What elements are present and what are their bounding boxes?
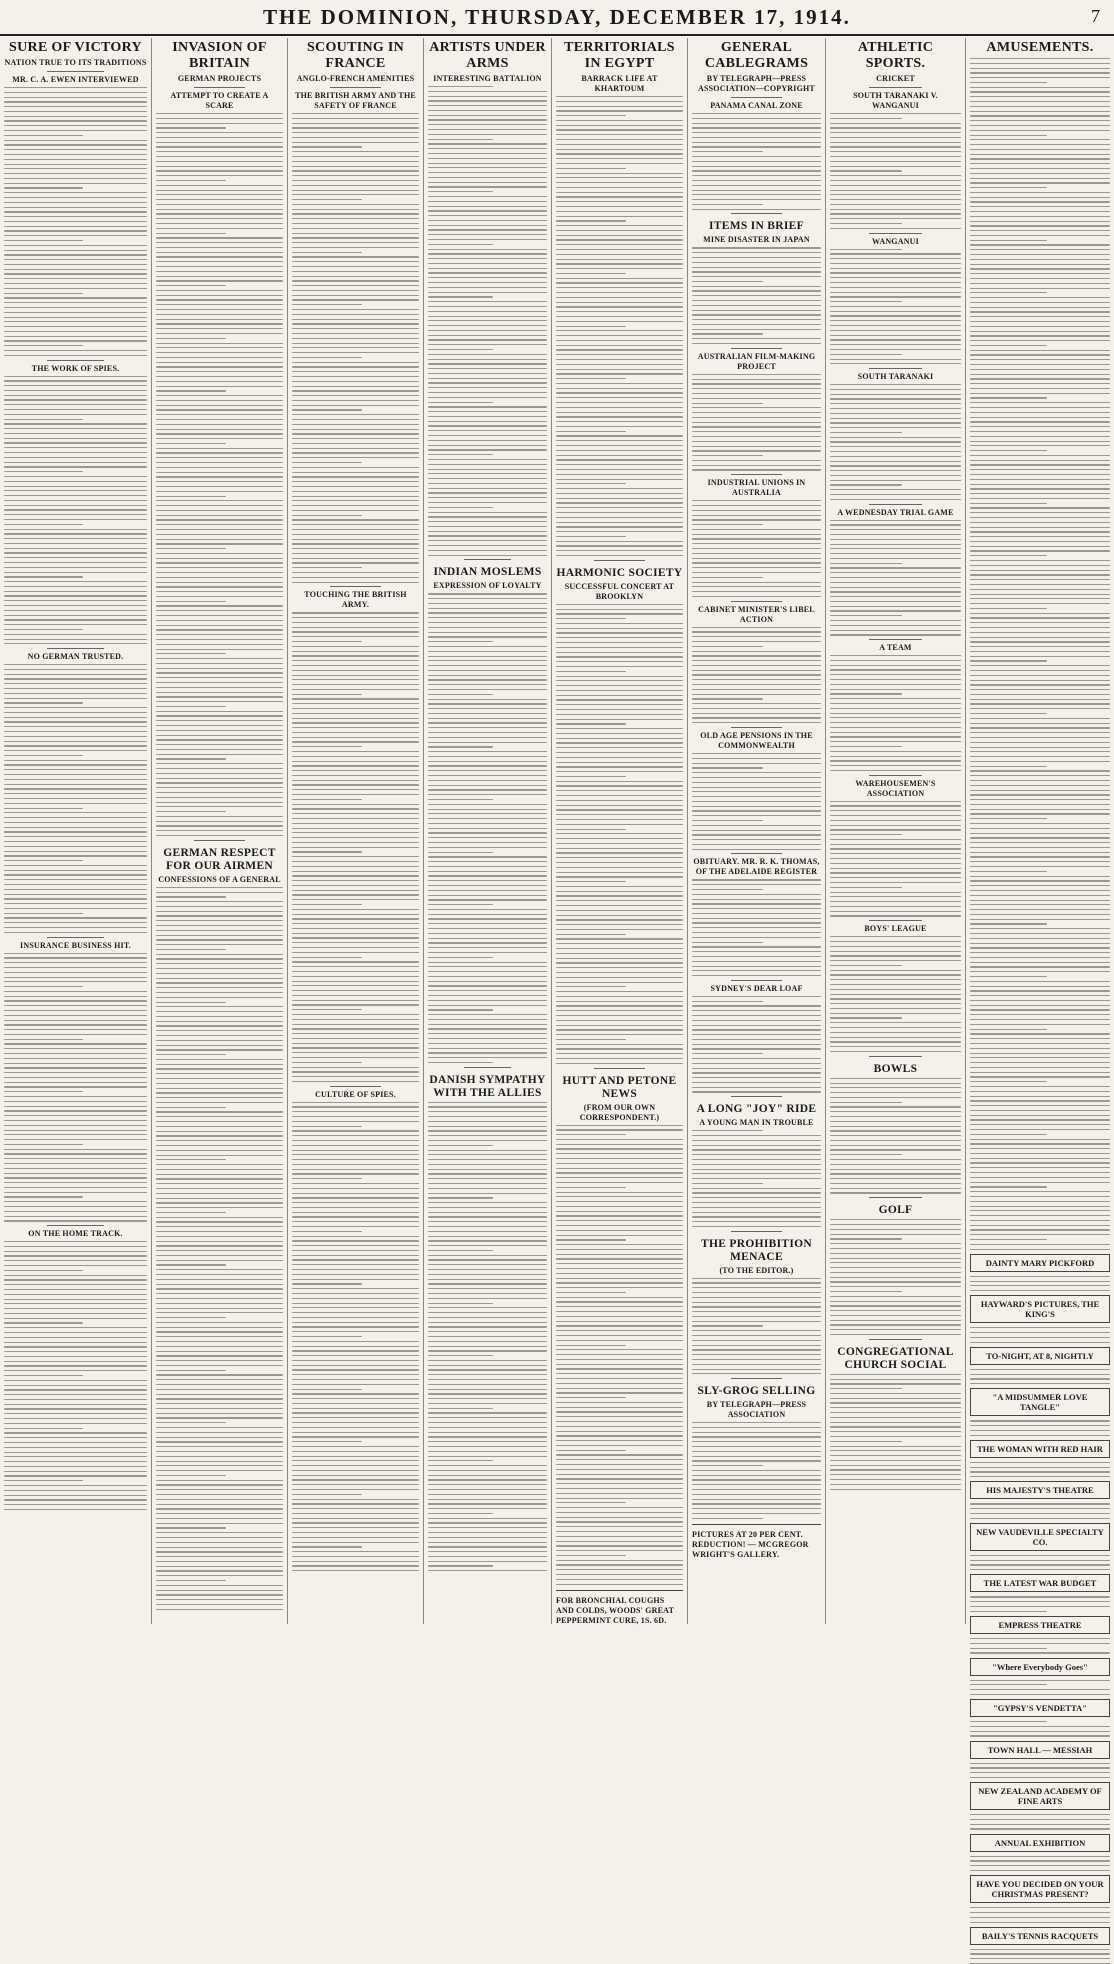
body-text	[970, 1503, 1110, 1519]
article-headline: ARTISTS UNDER ARMS	[429, 40, 546, 71]
body-text	[692, 500, 821, 597]
article-headline: SURE OF VICTORY	[9, 40, 142, 55]
divider	[464, 1067, 512, 1068]
article-headline: AMUSEMENTS.	[986, 40, 1094, 55]
article-headline: ITEMS IN BRIEF	[709, 220, 804, 233]
body-text	[692, 247, 821, 344]
divider	[869, 1339, 921, 1340]
article-subheadline: WANGANUI	[872, 236, 919, 246]
body-text	[970, 58, 1110, 1250]
article-subheadline: NO GERMAN TRUSTED.	[27, 652, 124, 662]
divider	[194, 840, 245, 841]
divider	[330, 586, 381, 587]
advertisement: BAILY'S TENNIS RACQUETS	[970, 1927, 1110, 1945]
advertisement: HAYWARD'S PICTURES, THE KING'S	[970, 1295, 1110, 1323]
article-subheadline: CRICKET	[876, 74, 915, 83]
article-subheadline: AUSTRALIAN FILM-MAKING PROJECT	[697, 351, 816, 371]
article-subheadline: MINE DISASTER IN JAPAN	[703, 235, 810, 245]
divider	[869, 1197, 921, 1198]
article-subheadline: BARRACK LIFE AT KHARTOUM	[581, 74, 658, 93]
advertisement: "A MIDSUMMER LOVE TANGLE"	[970, 1388, 1110, 1416]
body-text	[830, 249, 961, 365]
divider	[194, 87, 245, 88]
body-text	[556, 1125, 683, 1585]
column-6	[688, 38, 826, 1624]
article-subheadline: TOUCHING THE BRITISH ARMY.	[304, 590, 407, 610]
divider	[731, 97, 783, 98]
body-text	[692, 1422, 821, 1519]
body-text	[292, 1102, 419, 1572]
article-subheadline: CULTURE OF SPIES.	[315, 1089, 396, 1099]
divider	[731, 474, 783, 475]
divider	[869, 368, 921, 369]
article-headline: GOLF	[878, 1204, 913, 1217]
footer-advert: PICTURES AT 20 PER CENT. REDUCTION! — MCGREGOR WRIGHT'S GALLERY.	[692, 1529, 809, 1559]
body-text	[556, 96, 683, 556]
article-headline: CONGREGATIONAL CHURCH SOCIAL	[837, 1345, 954, 1371]
divider	[731, 1096, 783, 1097]
masthead	[0, 0, 1114, 36]
article-subheadline: BOYS' LEAGUE	[864, 924, 927, 934]
body-text	[4, 376, 147, 645]
article-subheadline: SOUTH TARANAKI	[857, 372, 934, 382]
article-headline: SCOUTING IN FRANCE	[306, 40, 405, 71]
article-subheadline: CABINET MINISTER'S LIBEL ACTION	[698, 604, 815, 624]
article-subheadline: NATION TRUE TO ITS TRADITIONS	[4, 58, 147, 67]
article-headline: HUTT AND PETONE NEWS	[562, 1074, 677, 1100]
divider	[594, 560, 645, 561]
advertisement: "Where Everybody Goes"	[970, 1658, 1110, 1676]
article-deck: THE BRITISH ARMY AND THE SAFETY OF FRANCE	[295, 91, 416, 110]
divider	[731, 1231, 783, 1232]
article-subheadline: OBITUARY. MR. R. K. THOMAS, OF THE ADELAIDE REGISTER	[693, 857, 820, 877]
body-text	[830, 520, 961, 636]
column-3	[288, 38, 424, 1624]
article-subheadline: A WEDNESDAY TRIAL GAME	[837, 507, 954, 517]
advertisement: ANNUAL EXHIBITION	[970, 1834, 1110, 1852]
divider	[731, 727, 783, 728]
article-subheadline: GERMAN PROJECTS	[177, 74, 262, 83]
body-text	[970, 1907, 1110, 1923]
body-text	[830, 384, 961, 500]
body-text	[692, 627, 821, 724]
body-text	[970, 1369, 1110, 1385]
article-subheadline: BY TELEGRAPH—PRESS ASSOCIATION	[706, 1400, 807, 1420]
article-subheadline: EXPRESSION OF LOYALTY	[433, 581, 542, 591]
divider	[464, 559, 512, 560]
article-headline: TERRITORIALS IN EGYPT	[564, 40, 675, 71]
body-text	[692, 996, 821, 1093]
article-subheadline: BY TELEGRAPH—PRESS ASSOCIATION—COPYRIGHT	[698, 74, 815, 93]
column-8	[966, 38, 1114, 1941]
advertisement: TO-NIGHT, AT 8, NIGHTLY	[970, 1347, 1110, 1365]
body-text	[4, 953, 147, 1222]
article-headline: DANISH SYMPATHY WITH THE ALLIES	[429, 1073, 546, 1099]
body-text	[156, 887, 283, 1610]
article-subheadline: WAREHOUSEMEN'S ASSOCIATION	[855, 778, 936, 798]
body-text	[292, 612, 419, 1082]
body-text	[556, 604, 683, 1064]
body-text	[4, 1241, 147, 1510]
article-headline: INDIAN MOSLEMS	[433, 566, 542, 579]
divider	[330, 87, 381, 88]
divider	[731, 980, 783, 981]
advertisement: DAINTY MARY PICKFORD	[970, 1254, 1110, 1272]
body-text	[970, 1462, 1110, 1478]
article-headline: HARMONIC SOCIETY	[556, 566, 683, 579]
article-headline: THE PROHIBITION MENACE	[701, 1237, 812, 1263]
article-subheadline: SYDNEY'S DEAR LOAF	[710, 983, 803, 993]
body-text	[428, 86, 547, 556]
body-text	[830, 1374, 961, 1490]
newspaper-title: THE DOMINION, THURSDAY, DECEMBER 17, 1914.	[263, 5, 851, 29]
advertisement: THE WOMAN WITH RED HAIR	[970, 1440, 1110, 1458]
body-text	[692, 879, 821, 976]
divider	[869, 920, 921, 921]
divider	[47, 937, 104, 938]
column-1	[0, 38, 152, 1624]
divider	[594, 1068, 645, 1069]
body-text	[970, 1763, 1110, 1779]
body-text	[830, 1219, 961, 1335]
article-headline: A LONG "JOY" RIDE	[696, 1103, 817, 1116]
article-subheadline: (FROM OUR OWN CORRESPONDENT.)	[579, 1102, 660, 1122]
article-subheadline: INDUSTRIAL UNIONS IN AUSTRALIA	[707, 478, 806, 498]
body-text	[970, 1856, 1110, 1872]
body-text	[428, 1102, 547, 1572]
body-text	[692, 1278, 821, 1375]
divider	[869, 504, 921, 505]
divider	[869, 639, 921, 640]
body-text	[830, 113, 961, 229]
article-subheadline: ON THE HOME TRACK.	[28, 1229, 123, 1239]
column-2	[152, 38, 288, 1624]
divider	[869, 775, 921, 776]
article-subheadline: THE WORK OF SPIES.	[31, 363, 120, 373]
column-4	[424, 38, 552, 1624]
body-text	[692, 374, 821, 471]
article-subheadline: ANGLO-FRENCH AMENITIES	[296, 74, 415, 83]
article-subheadline: A YOUNG MAN IN TROUBLE	[699, 1118, 814, 1128]
divider	[47, 1225, 104, 1226]
article-deck: ATTEMPT TO CREATE A SCARE	[170, 91, 269, 110]
body-text	[970, 1638, 1110, 1654]
divider	[47, 648, 104, 649]
divider	[869, 87, 921, 88]
body-text	[830, 936, 961, 1052]
advertisement: NEW VAUDEVILLE SPECIALTY CO.	[970, 1523, 1110, 1551]
body-text	[970, 1949, 1110, 1964]
body-text	[830, 801, 961, 917]
body-text	[970, 1327, 1110, 1343]
article-subheadline: SUCCESSFUL CONCERT AT BROOKLYN	[564, 581, 675, 601]
column-7	[826, 38, 966, 1624]
article-subheadline: INTERESTING BATTALION	[433, 74, 542, 83]
article-headline: ATHLETIC SPORTS.	[857, 40, 934, 71]
divider	[869, 1056, 921, 1057]
body-text	[692, 1130, 821, 1227]
article-headline: SLY-GROG SELLING	[697, 1385, 816, 1398]
body-text	[970, 1555, 1110, 1571]
divider	[731, 213, 783, 214]
column-5	[552, 38, 688, 1624]
body-text	[428, 593, 547, 1063]
article-headline: GENERAL CABLEGRAMS	[704, 40, 809, 71]
body-text	[4, 664, 147, 933]
divider	[869, 233, 921, 234]
body-text	[970, 1814, 1110, 1830]
article-headline: INVASION OF BRITAIN	[172, 40, 267, 71]
footer-advert: FOR BRONCHIAL COUGHS AND COLDS, WOODS' GREAT PEPPERMINT CURE, 1S. 6D.	[556, 1595, 674, 1625]
divider	[731, 1378, 783, 1379]
body-text	[970, 1420, 1110, 1436]
body-text	[970, 1276, 1110, 1292]
body-text	[970, 1596, 1110, 1612]
body-text	[970, 1680, 1110, 1696]
article-subheadline: A TEAM	[879, 643, 912, 653]
body-text	[692, 753, 821, 850]
body-text	[292, 113, 419, 583]
advertisement: THE LATEST WAR BUDGET	[970, 1574, 1110, 1592]
body-text	[970, 1721, 1110, 1737]
advertisement: EMPRESS THEATRE	[970, 1616, 1110, 1634]
body-text	[830, 655, 961, 771]
divider	[731, 601, 783, 602]
article-headline: GERMAN RESPECT FOR OUR AIRMEN	[163, 846, 276, 872]
advertisement: HIS MAJESTY'S THEATRE	[970, 1481, 1110, 1499]
page-number: 7	[1091, 6, 1100, 26]
advertisement: HAVE YOU DECIDED ON YOUR CHRISTMAS PRESENT?	[970, 1875, 1110, 1903]
body-text	[830, 1078, 961, 1194]
body-text	[4, 87, 147, 356]
advertisement: NEW ZEALAND ACADEMY OF FINE ARTS	[970, 1782, 1110, 1810]
divider	[731, 348, 783, 349]
divider	[47, 71, 104, 72]
article-subheadline: CONFESSIONS OF A GENERAL	[158, 874, 281, 884]
article-subheadline: OLD AGE PENSIONS IN THE COMMONWEALTH	[700, 731, 813, 751]
article-headline: BOWLS	[873, 1062, 918, 1075]
advertisement: "GYPSY'S VENDETTA"	[970, 1699, 1110, 1717]
article-deck: SOUTH TARANAKI V. WANGANUI	[853, 91, 938, 110]
body-text	[692, 113, 821, 210]
article-subheadline: INSURANCE BUSINESS HIT.	[20, 940, 131, 950]
divider	[47, 360, 104, 361]
divider	[731, 853, 783, 854]
divider	[330, 1086, 381, 1087]
article-subheadline: (TO THE EDITOR.)	[719, 1265, 794, 1275]
divider	[556, 1590, 683, 1591]
advertisement: TOWN HALL — MESSIAH	[970, 1741, 1110, 1759]
divider	[692, 1524, 821, 1525]
article-deck: PANAMA CANAL ZONE	[710, 101, 803, 110]
body-text	[156, 113, 283, 836]
article-deck: MR. C. A. EWEN INTERVIEWED	[12, 75, 139, 84]
